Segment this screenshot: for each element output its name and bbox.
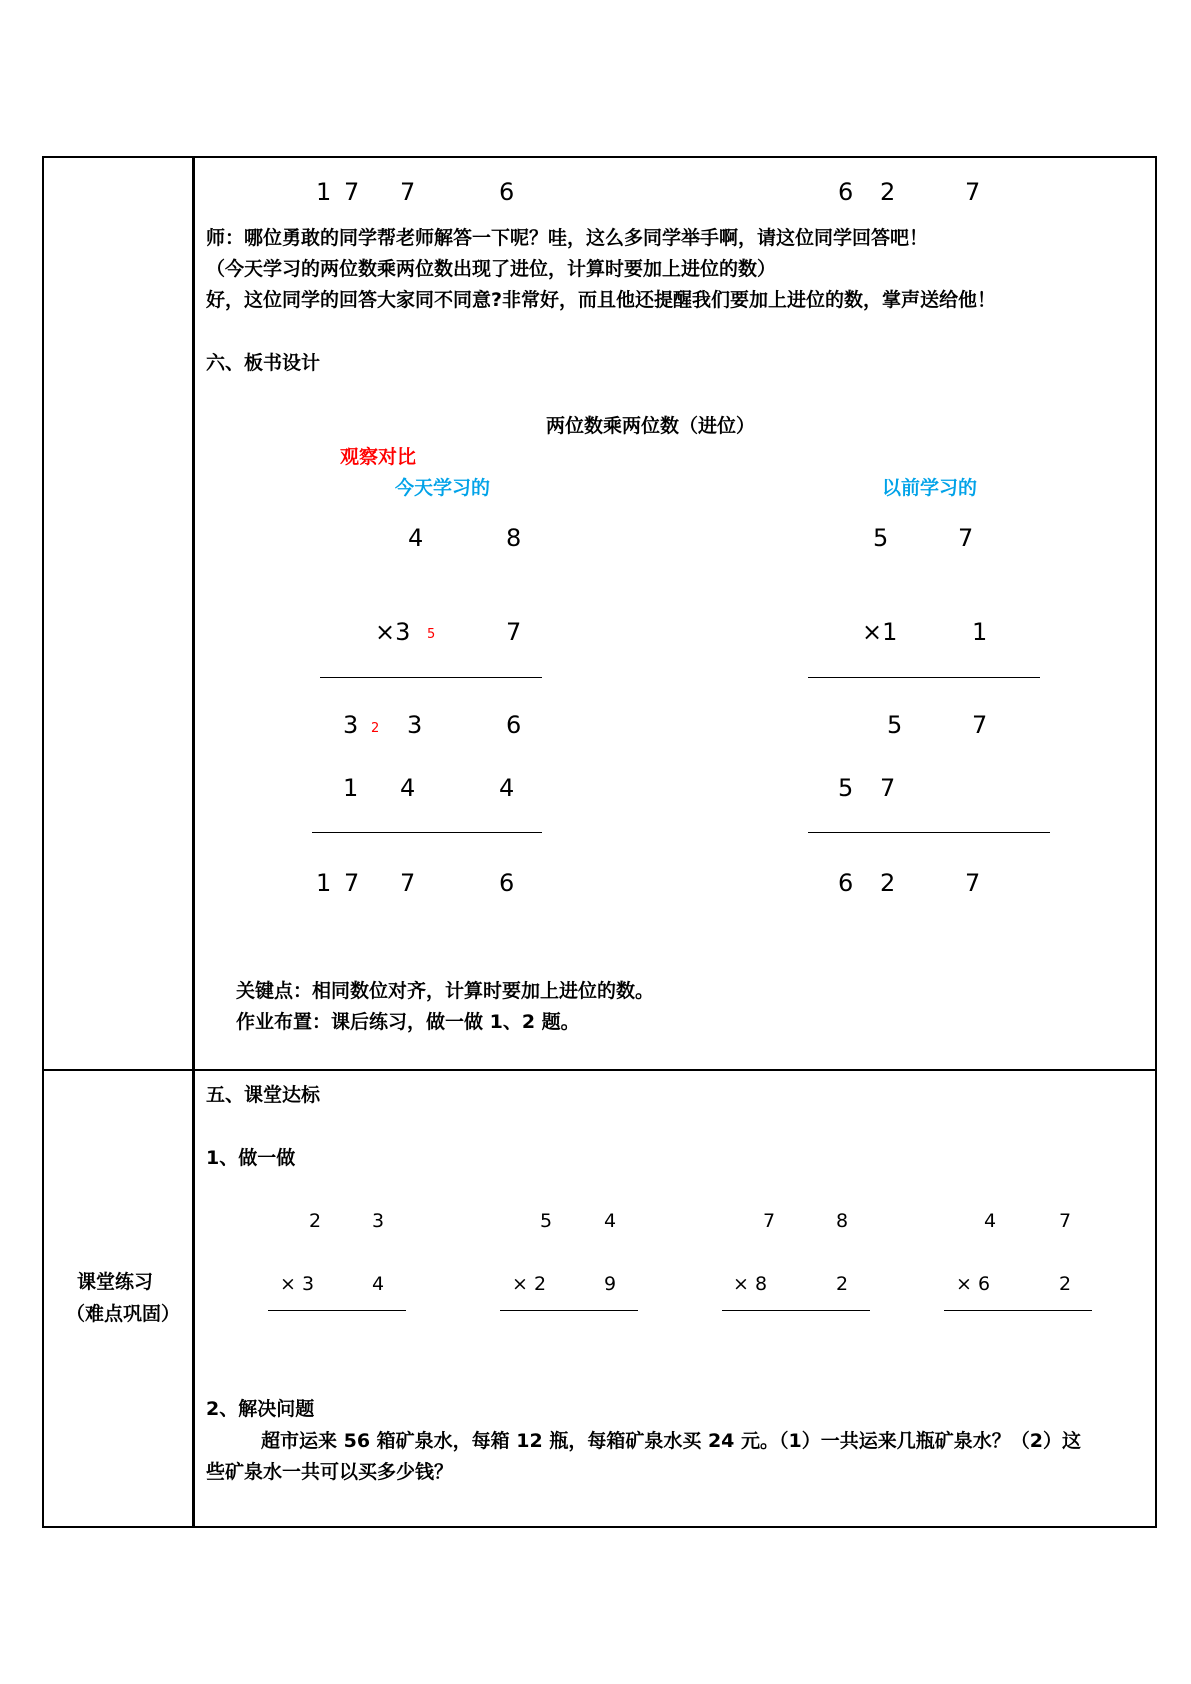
top-result-right-digit-2: 2 [880, 178, 896, 206]
left-row3-digit-2: 3 [407, 711, 423, 739]
board-title: 两位数乘两位数（进位） [546, 415, 756, 437]
right-row4-digit-2: 7 [880, 774, 896, 802]
key-point: 关键点：相同数位对齐，计算时要加上进位的数。 [236, 980, 655, 1002]
problem-2-line [500, 1310, 638, 1311]
left-row5-digit-2: 7 [344, 869, 360, 897]
right-row1-digit-1: 5 [873, 524, 889, 552]
today-label: 今天学习的 [395, 477, 491, 499]
top-result-left-digit-3: 7 [400, 178, 416, 206]
right-row1-digit-2: 7 [958, 524, 974, 552]
right-line-1 [808, 677, 1040, 678]
before-label: 以前学习的 [882, 477, 978, 499]
problem-2-top-digit-1: 5 [540, 1210, 553, 1232]
section-5-heading: 五、课堂达标 [206, 1084, 321, 1106]
homework: 作业布置：课后练习，做一做 1、2 题。 [236, 1011, 580, 1033]
problem-1-top-digit-1: 2 [309, 1210, 322, 1232]
q2-text-line-1: 超市运来 56 箱矿泉水，每箱 12 瓶，每箱矿泉水买 24 元。（1）一共运来几瓶矿泉水？（2）这 [261, 1430, 1081, 1452]
right-line-2 [808, 832, 1050, 833]
q2-text-line-2: 些矿泉水一共可以买多少钱？ [206, 1461, 454, 1483]
problem-2-top-digit-2: 4 [604, 1210, 617, 1232]
problem-3-multiplier: × 8 [733, 1273, 768, 1295]
right-row2-last-digit: 1 [972, 618, 988, 646]
left-row1-digit-1: 4 [408, 524, 424, 552]
problem-1-top-digit-2: 3 [372, 1210, 385, 1232]
observe-label: 观察对比 [340, 446, 417, 468]
right-row4-digit-1: 5 [838, 774, 854, 802]
top-result-right-digit-1: 6 [838, 178, 854, 206]
problem-4-multiplier: × 6 [956, 1273, 991, 1295]
problem-3-bottom-digit: 2 [836, 1273, 849, 1295]
left-row3-carry: 2 [371, 721, 380, 736]
right-row3-digit-2: 7 [972, 711, 988, 739]
right-row5-digit-1: 6 [838, 869, 854, 897]
left-row2-last-digit: 7 [506, 618, 522, 646]
problem-1-multiplier: × 3 [280, 1273, 315, 1295]
left-row5-digit-3: 7 [400, 869, 416, 897]
right-row5-digit-3: 7 [965, 869, 981, 897]
left-row5-digit-4: 6 [499, 869, 515, 897]
left-line-2 [312, 832, 542, 833]
right-row2-multiplier: ×1 [862, 618, 898, 646]
left-row2-carry: 5 [427, 627, 436, 642]
top-result-left-digit-1: 1 [316, 178, 332, 206]
row2-label-line-1: 课堂练习 [77, 1271, 154, 1293]
left-row4-digit-2: 4 [400, 774, 416, 802]
table-column-divider [192, 156, 195, 1528]
teacher-line-1: 师：哪位勇敢的同学帮老师解答一下呢？哇，这么多同学举手啊，请这位同学回答吧！ [206, 227, 929, 249]
teacher-line-2: （今天学习的两位数乘两位数出现了进位，计算时要加上进位的数） [206, 258, 777, 280]
problem-3-top-digit-2: 8 [836, 1210, 849, 1232]
section-6-heading: 六、板书设计 [206, 352, 321, 374]
left-row4-digit-1: 1 [343, 774, 359, 802]
row2-label-line-2: （难点巩固） [66, 1303, 181, 1325]
problem-4-top-digit-1: 4 [984, 1210, 997, 1232]
left-row5-digit-1: 1 [316, 869, 332, 897]
top-result-left-digit-2: 7 [344, 178, 360, 206]
left-row1-digit-2: 8 [506, 524, 522, 552]
top-result-right-digit-3: 7 [965, 178, 981, 206]
left-row3-first-digit: 3 [343, 711, 359, 739]
q1-title: 1、做一做 [206, 1147, 296, 1169]
left-line-1 [320, 677, 542, 678]
problem-3-top-digit-1: 7 [763, 1210, 776, 1232]
teacher-line-3: 好，这位同学的回答大家同不同意?非常好，而且他还提醒我们要加上进位的数，掌声送给他！ [206, 289, 997, 311]
left-row3-digit-3: 6 [506, 711, 522, 739]
problem-2-bottom-digit: 9 [604, 1273, 617, 1295]
problem-2-multiplier: × 2 [512, 1273, 547, 1295]
right-row5-digit-2: 2 [880, 869, 896, 897]
q2-title: 2、解决问题 [206, 1398, 315, 1420]
problem-4-line [944, 1310, 1092, 1311]
left-row2-multiplier: ×3 [375, 618, 411, 646]
left-row4-digit-3: 4 [499, 774, 515, 802]
problem-3-line [722, 1310, 870, 1311]
right-row3-digit-1: 5 [887, 711, 903, 739]
problem-4-bottom-digit: 2 [1059, 1273, 1072, 1295]
problem-4-top-digit-2: 7 [1059, 1210, 1072, 1232]
problem-1-bottom-digit: 4 [372, 1273, 385, 1295]
problem-1-line [268, 1310, 406, 1311]
top-result-left-digit-4: 6 [499, 178, 515, 206]
table-row-divider [42, 1069, 1157, 1071]
